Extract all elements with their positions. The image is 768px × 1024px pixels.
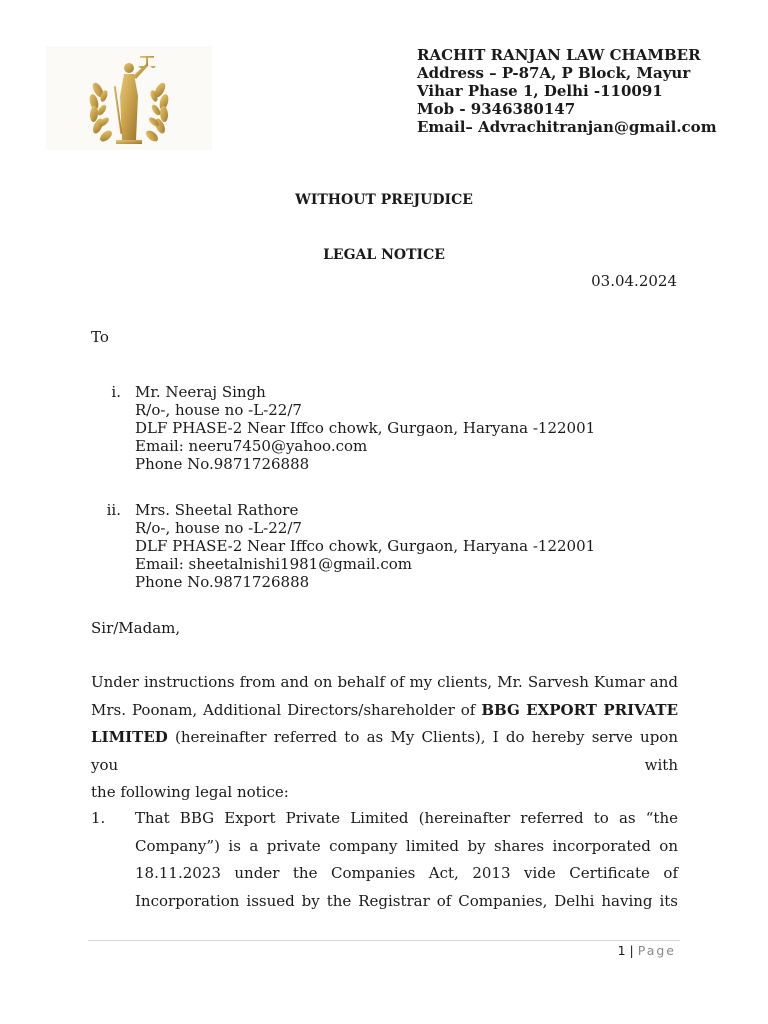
recipient-1 xyxy=(91,383,691,475)
to-label: To xyxy=(91,328,109,346)
law-chamber-logo xyxy=(46,46,212,150)
intro-line-1: Under instructions from and on behalf of my clients, Mr. Sarvesh Kumar and xyxy=(91,673,678,691)
point-line: Company”) is a private company limited by shares incorporated on xyxy=(135,836,678,855)
notice-point-1 xyxy=(91,805,678,917)
recipient-email: Email: neeru7450@yahoo.com xyxy=(135,437,368,455)
without-prejudice-heading: WITHOUT PREJUDICE xyxy=(295,192,473,208)
recipient-numeral: ii. xyxy=(106,501,121,519)
footer-divider xyxy=(88,940,680,941)
recipient-name: Mrs. Sheetal Rathore xyxy=(135,501,299,519)
firm-name: RACHIT RANJAN LAW CHAMBER xyxy=(417,46,701,64)
lady-justice-laurel-icon xyxy=(46,46,212,150)
company-name-bold: BBG EXPORT PRIVATE xyxy=(481,700,678,719)
intro-line-2 xyxy=(91,697,678,725)
intro-paragraph xyxy=(91,669,678,807)
point-line: That BBG Export Private Limited (hereinafter referred to as “the xyxy=(135,809,678,827)
page-separator: | xyxy=(629,943,634,958)
firm-mobile: Mob - 9346380147 xyxy=(417,100,576,118)
firm-address-line-2: Vihar Phase 1, Delhi -110091 xyxy=(417,82,663,100)
recipient-phone: Phone No.9871726888 xyxy=(135,455,310,473)
recipient-residence: R/o-, house no -L-22/7 xyxy=(135,401,302,419)
recipient-2 xyxy=(91,501,691,593)
intro-text: (hereinafter referred to as My Clients), I do hereby serve upon you with xyxy=(91,728,678,774)
intro-line-3 xyxy=(91,724,678,779)
point-number: 1. xyxy=(91,809,106,827)
page-label: Page xyxy=(637,943,676,958)
letterhead-details xyxy=(417,46,717,136)
recipient-name: Mr. Neeraj Singh xyxy=(135,383,266,401)
page-footer xyxy=(618,943,676,958)
notice-date: 03.04.2024 xyxy=(591,272,677,290)
point-line: Incorporation issued by the Registrar of Companies, Delhi having its xyxy=(135,891,678,910)
intro-line-4: the following legal notice: xyxy=(91,783,289,801)
point-line: 18.11.2023 under the Companies Act, 2013 vide Certificate of xyxy=(135,864,678,882)
recipient-numeral: i. xyxy=(111,383,121,401)
firm-email: Email– Advrachitranjan@gmail.com xyxy=(417,118,717,136)
firm-address-line-1: Address – P-87A, P Block, Mayur xyxy=(417,64,691,82)
recipient-phone: Phone No.9871726888 xyxy=(135,573,310,591)
page-number: 1 xyxy=(617,943,626,958)
legal-notice-heading: LEGAL NOTICE xyxy=(323,247,445,263)
recipient-email: Email: sheetalnishi1981@gmail.com xyxy=(135,555,412,573)
recipient-address: DLF PHASE-2 Near Iffco chowk, Gurgaon, Haryana -122001 xyxy=(135,419,596,437)
salutation: Sir/Madam, xyxy=(91,619,181,637)
recipient-address: DLF PHASE-2 Near Iffco chowk, Gurgaon, Haryana -122001 xyxy=(135,537,596,555)
intro-text: Mrs. Poonam, Additional Directors/shareholder of xyxy=(91,700,482,719)
recipient-residence: R/o-, house no -L-22/7 xyxy=(135,519,302,537)
company-name-bold-cont: LIMITED xyxy=(91,728,168,746)
